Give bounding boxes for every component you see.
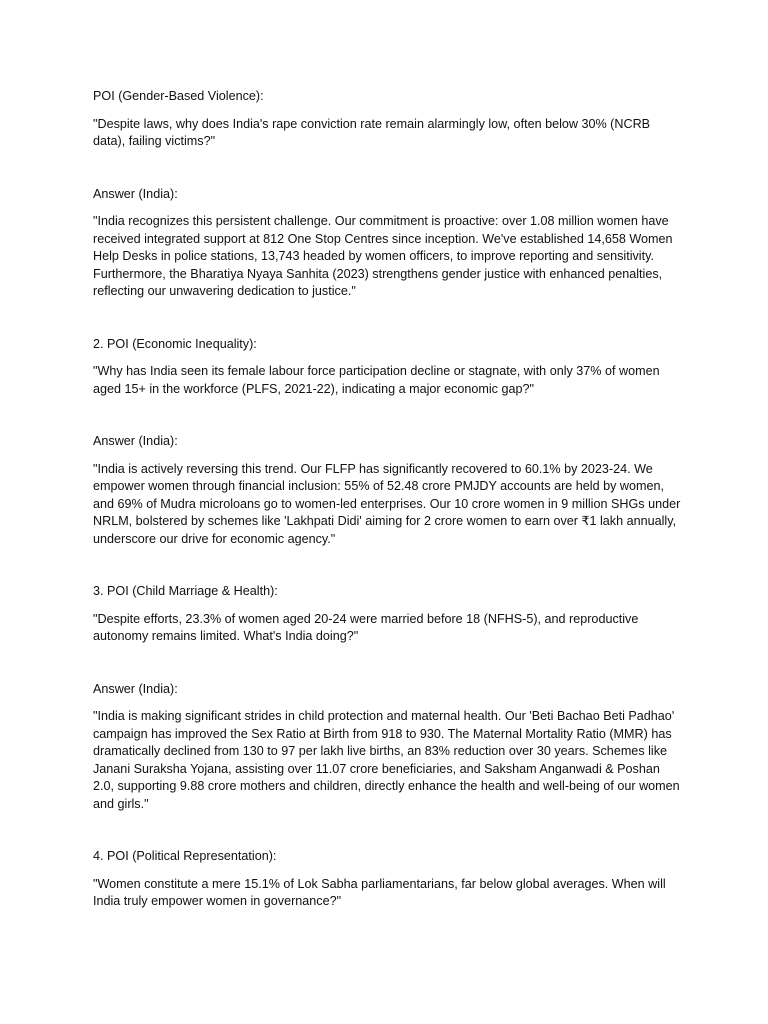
poi-heading: 3. POI (Child Marriage & Health): xyxy=(93,584,278,598)
answer-heading: Answer (India): xyxy=(93,681,178,696)
answer-heading: Answer (India): xyxy=(93,434,178,448)
document-page xyxy=(93,88,683,911)
poi-text: "Despite laws, why does India's rape conviction rate remain alarmingly low, often below 30% (NCRB data), failing victims?" xyxy=(93,116,651,148)
poi-text: "Why has India seen its female labour force participation decline or stagnate, with only 37% of women aged 15+ in the workforce (PLFS, 2021-22), indicating a major economic gap?" xyxy=(93,364,660,396)
poi-text: "Despite efforts, 23.3% of women aged 20-24 were married before 18 (NFHS-5), and reproductive autonomy remains limited. What's India doing?" xyxy=(93,611,639,643)
answer-text: "India recognizes this persistent challenge. Our commitment is proactive: over 1.08 million women have received integrated support at 812 One Stop Centres since inception. We've established 14,658 Women Help Desks in police stations, 13,743 headed by women officers, to improve reporting and sensitivity. Furthermore, the Bharatiya Nyaya Sanhita (2023) strengthens gender justice with enhanced penalties, reflecting our unwavering dedication to justice." xyxy=(93,214,673,298)
answer-heading: Answer (India): xyxy=(93,186,178,201)
poi-heading: 2. POI (Economic Inequality): xyxy=(93,336,257,351)
poi-heading: 4. POI (Political Representation): xyxy=(93,849,277,863)
answer-text: "India is making significant strides in child protection and maternal health. Our 'Beti Bachao Beti Padhao' campaign has improved the Sex Ratio at Birth from 918 to 930. The Maternal Mortality Ratio (MMR) has dramatically declined from 130 to 97 per lakh live births, an 83% reduction over 30 years. Schemes like Janani Suraksha Yojana, assisting over 11.07 crore beneficiaries, and Saksham Anganwadi & Poshan 2.0, supporting 9.88 crore mothers and children, directly enhance the health and well-being of our women and girls." xyxy=(93,709,680,811)
answer-text: "India is actively reversing this trend. Our FLFP has significantly recovered to 60.1% by 2023-24. We empower women through financial inclusion: 55% of 52.48 crore PMJDY accounts are held by women, and 69% of Mudra microloans go to women-led enterprises. Our 10 crore women in 9 million SHGs under NRLM, bolstered by schemes like 'Lakhpati Didi' aiming for 2 crore women to earn over ₹1 lakh annually, underscore our drive for economic agency." xyxy=(93,461,681,546)
poi-heading: POI (Gender-Based Violence): xyxy=(93,89,264,103)
poi-text: "Women constitute a mere 15.1% of Lok Sabha parliamentarians, far below global averages. When will India truly empower women in governance?" xyxy=(93,876,666,908)
